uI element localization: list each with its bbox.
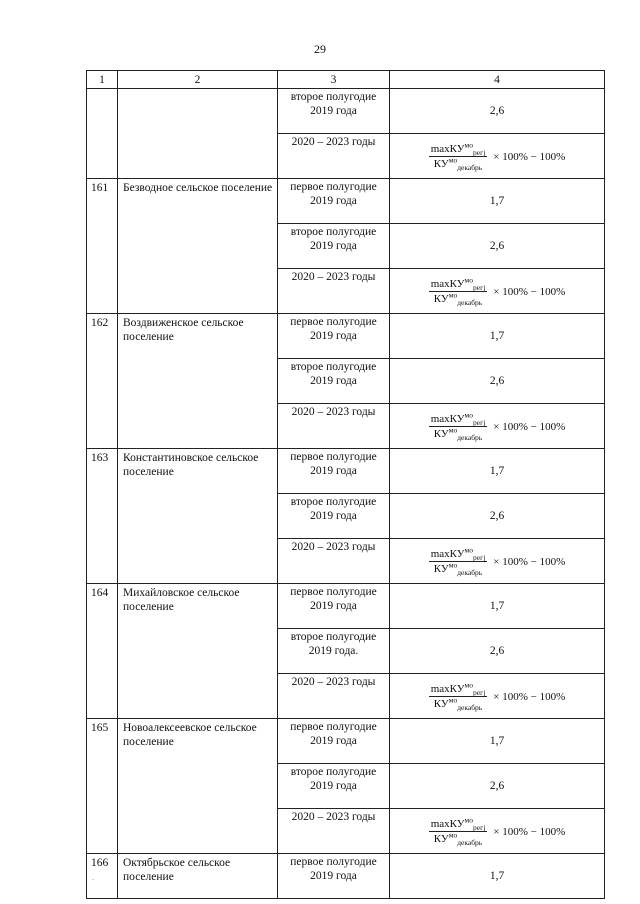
growth-formula bbox=[429, 410, 566, 443]
formula-cell bbox=[390, 674, 605, 719]
denominator-sup: мо bbox=[448, 830, 458, 840]
numerator-base: maxКУ bbox=[430, 413, 465, 425]
denominator-sup: мо bbox=[448, 290, 458, 300]
numerator-base: maxКУ bbox=[430, 548, 465, 560]
formula-cell bbox=[390, 539, 605, 584]
header-col-4: 4 bbox=[390, 71, 605, 89]
formula-fraction bbox=[429, 140, 488, 173]
value-cell: 2,6 bbox=[390, 629, 605, 674]
formula-denominator bbox=[432, 830, 484, 848]
formula-fraction bbox=[429, 815, 488, 848]
formula-tail: × 100% − 100% bbox=[493, 825, 566, 838]
denominator-base: КУ bbox=[433, 293, 449, 305]
number-cell: 165 bbox=[87, 719, 118, 854]
formula-cell bbox=[390, 809, 605, 854]
value-cell: 1,7 bbox=[390, 854, 605, 899]
value-cell: 2,6 bbox=[390, 494, 605, 539]
numerator-sup: мо bbox=[464, 140, 474, 150]
growth-formula bbox=[429, 140, 566, 173]
formula-tail: × 100% − 100% bbox=[493, 420, 566, 433]
name-cell: Новоалексеевское сельское поселение bbox=[118, 719, 278, 854]
denominator-sub: декабрь bbox=[457, 703, 483, 713]
formula-numerator bbox=[429, 275, 488, 293]
value-cell: 2,6 bbox=[390, 89, 605, 134]
formula-fraction bbox=[429, 545, 488, 578]
denominator-sup: мо bbox=[448, 695, 458, 705]
period-cell: первое полугодие 2019 года bbox=[278, 854, 390, 899]
formula-tail: × 100% − 100% bbox=[493, 555, 566, 568]
denominator-base: КУ bbox=[433, 428, 449, 440]
numerator-sup: мо bbox=[464, 410, 474, 420]
formula-tail: × 100% − 100% bbox=[493, 285, 566, 298]
period-cell: второе полугодие 2019 года bbox=[278, 224, 390, 269]
value-cell: 1,7 bbox=[390, 584, 605, 629]
denominator-sub: декабрь bbox=[457, 838, 483, 848]
formula-numerator bbox=[429, 545, 488, 563]
growth-formula bbox=[429, 815, 566, 848]
formula-cell bbox=[390, 404, 605, 449]
name-cell: Михайловское сельское поселение bbox=[118, 584, 278, 719]
value-cell: 2,6 bbox=[390, 359, 605, 404]
formula-denominator bbox=[432, 425, 484, 443]
table-row bbox=[87, 314, 605, 359]
denominator-sup: мо bbox=[448, 560, 458, 570]
number-cell: 163 bbox=[87, 449, 118, 584]
table-row bbox=[87, 584, 605, 629]
number-cell: 164 bbox=[87, 584, 118, 719]
formula-numerator bbox=[429, 815, 488, 833]
numerator-sup: мо bbox=[464, 275, 474, 285]
formula-denominator bbox=[432, 155, 484, 173]
denominator-sup: мо bbox=[448, 425, 458, 435]
numerator-sub: регj bbox=[473, 148, 486, 158]
period-cell: второе полугодие 2019 года bbox=[278, 359, 390, 404]
value-cell: 1,7 bbox=[390, 449, 605, 494]
period-cell: 2020 – 2023 годы bbox=[278, 404, 390, 449]
numerator-sup: мо bbox=[464, 815, 474, 825]
value-cell: 2,6 bbox=[390, 224, 605, 269]
table-row bbox=[87, 854, 605, 899]
numerator-sub: регj bbox=[473, 823, 486, 833]
formula-cell bbox=[390, 269, 605, 314]
period-cell: 2020 – 2023 годы bbox=[278, 809, 390, 854]
value-cell: 1,7 bbox=[390, 314, 605, 359]
growth-formula bbox=[429, 545, 566, 578]
number-cell bbox=[87, 89, 118, 179]
numerator-sub: регj bbox=[473, 283, 486, 293]
formula-denominator bbox=[432, 290, 484, 308]
name-cell: Безводное сельское поселение bbox=[118, 179, 278, 314]
header-col-3: 3 bbox=[278, 71, 390, 89]
formula-numerator bbox=[429, 680, 488, 698]
name-cell bbox=[118, 89, 278, 179]
period-cell: второе полугодие 2019 года. bbox=[278, 629, 390, 674]
numerator-base: maxКУ bbox=[430, 818, 465, 830]
period-cell: первое полугодие 2019 года bbox=[278, 314, 390, 359]
formula-fraction bbox=[429, 680, 488, 713]
number-cell: 166 bbox=[87, 854, 118, 899]
table-row bbox=[87, 719, 605, 764]
name-cell: Октябрьское сельское поселение bbox=[118, 854, 278, 899]
numerator-sub: регj bbox=[473, 553, 486, 563]
denominator-base: КУ bbox=[433, 833, 449, 845]
period-cell: второе полугодие 2019 года bbox=[278, 494, 390, 539]
header-col-2: 2 bbox=[118, 71, 278, 89]
period-cell: 2020 – 2023 годы bbox=[278, 134, 390, 179]
period-cell: второе полугодие 2019 года bbox=[278, 764, 390, 809]
numerator-base: maxКУ bbox=[430, 278, 465, 290]
numerator-sup: мо bbox=[464, 680, 474, 690]
denominator-sub: декабрь bbox=[457, 568, 483, 578]
denominator-base: КУ bbox=[433, 563, 449, 575]
value-cell: 1,7 bbox=[390, 179, 605, 224]
formula-tail: × 100% − 100% bbox=[493, 150, 566, 163]
denominator-sub: декабрь bbox=[457, 433, 483, 443]
period-cell: первое полугодие 2019 года bbox=[278, 179, 390, 224]
growth-formula bbox=[429, 680, 566, 713]
value-cell: 2,6 bbox=[390, 764, 605, 809]
page-number: 29 bbox=[314, 42, 326, 56]
numerator-base: maxКУ bbox=[430, 143, 465, 155]
formula-cell bbox=[390, 134, 605, 179]
formula-denominator bbox=[432, 560, 484, 578]
numerator-base: maxКУ bbox=[430, 683, 465, 695]
number-cell: 162 bbox=[87, 314, 118, 449]
regions-table bbox=[86, 70, 605, 899]
numerator-sub: регj bbox=[473, 688, 486, 698]
formula-tail: × 100% − 100% bbox=[493, 690, 566, 703]
period-cell: 2020 – 2023 годы bbox=[278, 539, 390, 584]
growth-formula bbox=[429, 275, 566, 308]
numerator-sup: мо bbox=[464, 545, 474, 555]
table-header-row bbox=[87, 71, 605, 89]
period-cell: первое полугодие 2019 года bbox=[278, 719, 390, 764]
period-cell: второе полугодие 2019 года bbox=[278, 89, 390, 134]
name-cell: Константиновское сельское поселение bbox=[118, 449, 278, 584]
denominator-sup: мо bbox=[448, 155, 458, 165]
scan-mark: . bbox=[92, 873, 94, 882]
denominator-base: КУ bbox=[433, 698, 449, 710]
formula-denominator bbox=[432, 695, 484, 713]
formula-fraction bbox=[429, 275, 488, 308]
denominator-sub: декабрь bbox=[457, 298, 483, 308]
table-row bbox=[87, 179, 605, 224]
header-col-1: 1 bbox=[87, 71, 118, 89]
period-cell: 2020 – 2023 годы bbox=[278, 674, 390, 719]
formula-fraction bbox=[429, 410, 488, 443]
table-row bbox=[87, 449, 605, 494]
period-cell: 2020 – 2023 годы bbox=[278, 269, 390, 314]
number-cell: 161 bbox=[87, 179, 118, 314]
denominator-base: КУ bbox=[433, 158, 449, 170]
period-cell: первое полугодие 2019 года bbox=[278, 584, 390, 629]
denominator-sub: декабрь bbox=[457, 163, 483, 173]
value-cell: 1,7 bbox=[390, 719, 605, 764]
name-cell: Воздвиженское сельское поселение bbox=[118, 314, 278, 449]
formula-numerator bbox=[429, 410, 488, 428]
formula-numerator bbox=[429, 140, 488, 158]
numerator-sub: регj bbox=[473, 418, 486, 428]
period-cell: первое полугодие 2019 года bbox=[278, 449, 390, 494]
table-row bbox=[87, 89, 605, 134]
